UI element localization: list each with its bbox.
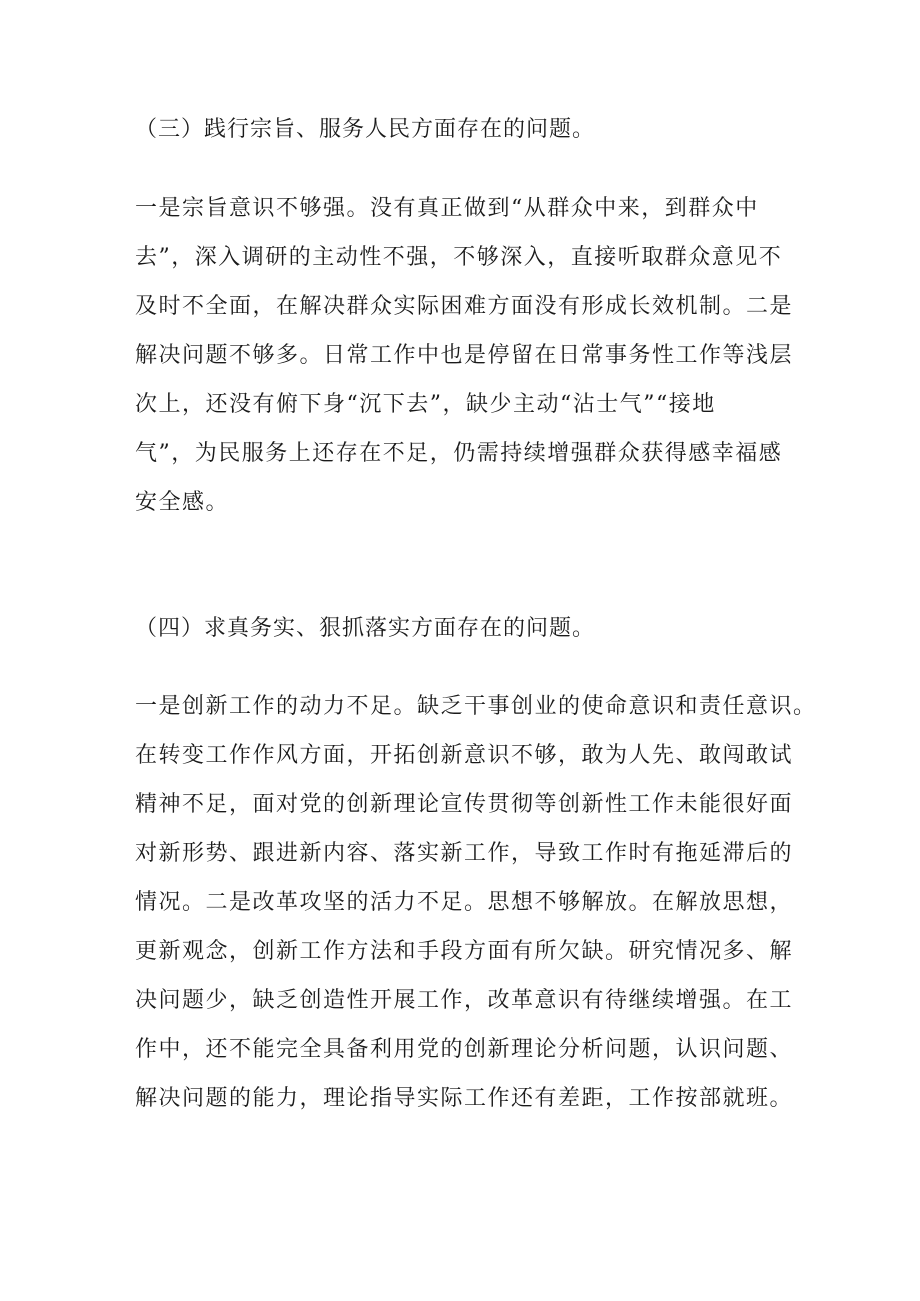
section-heading-3: （三）践行宗旨、服务人民方面存在的问题。 <box>135 117 596 142</box>
section-heading-4: （四）求真务实、狠抓落实方面存在的问题。 <box>135 616 596 641</box>
paragraph-line: 一是创新工作的动力不足。缺乏干事创业的使命意识和责任意识。 <box>135 694 817 719</box>
paragraph-line: 情况。二是改革攻坚的活力不足。思想不够解放。在解放思想， <box>135 890 794 915</box>
paragraph-line: 去”，深入调研的主动性不强，不够深入，直接听取群众意见不 <box>135 245 783 270</box>
paragraph-line: 精神不足，面对党的创新理论宣传贯彻等创新性工作未能很好面 <box>135 792 794 817</box>
paragraph-line: 在转变工作作风方面，开拓创新意识不够，敢为人先、敢闯敢试 <box>135 743 794 768</box>
paragraph-line: 安全感。 <box>135 490 230 515</box>
paragraph-line: 解决问题的能力，理论指导实际工作还有差距，工作按部就班。 <box>135 1086 794 1111</box>
paragraph-line: 次上，还没有俯下身“沉下去”，缺少主动“沾士气”“接地 <box>135 392 716 417</box>
paragraph-line: 解决问题不够多。日常工作中也是停留在日常事务性工作等浅层 <box>135 343 794 368</box>
paragraph-line: 作中，还不能完全具备利用党的创新理论分析问题，认识问题、 <box>135 1037 794 1062</box>
paragraph-line: 更新观念，创新工作方法和手段方面有所欠缺。研究情况多、解 <box>135 939 794 964</box>
paragraph-line: 对新形势、跟进新内容、落实新工作，导致工作时有拖延滞后的 <box>135 841 794 866</box>
paragraph-line: 一是宗旨意识不够强。没有真正做到“从群众中来，到群众中 <box>135 196 759 221</box>
section-3-paragraph <box>135 184 815 527</box>
section-4-paragraph <box>135 682 815 1123</box>
paragraph-line: 决问题少，缺乏创造性开展工作，改革意识有待继续增强。在工 <box>135 988 794 1013</box>
paragraph-line: 及时不全面，在解决群众实际困难方面没有形成长效机制。二是 <box>135 294 794 319</box>
paragraph-line: 气”，为民服务上还存在不足，仍需持续增强群众获得感幸福感 <box>135 441 783 466</box>
